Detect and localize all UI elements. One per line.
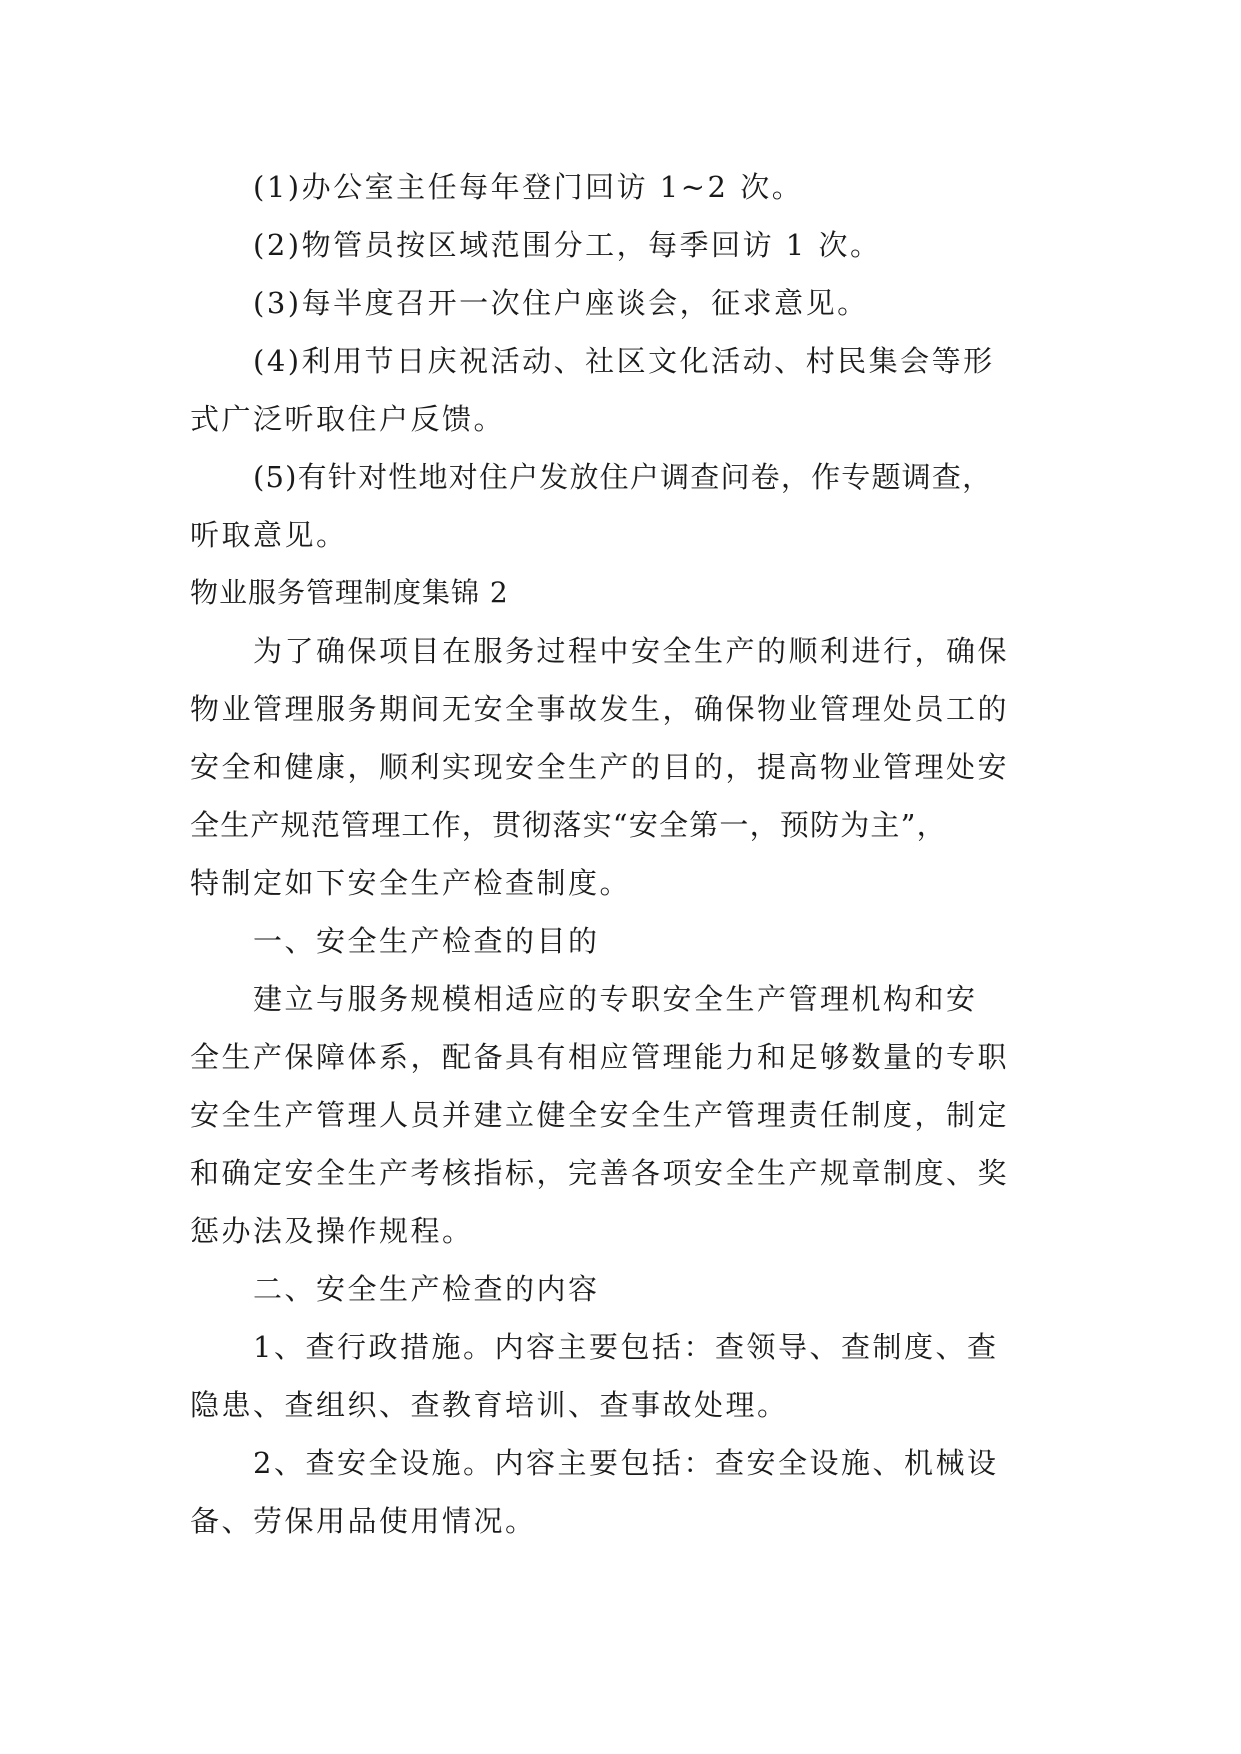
paragraph-line: (2)物管员按区域范围分工，每季回访 1 次。 — [253, 228, 882, 262]
paragraph-line: 惩办法及操作规程。 — [190, 1214, 474, 1248]
paragraph-line: (3)每半度召开一次住户座谈会，征求意见。 — [253, 286, 869, 320]
paragraph-line: (4)利用节日庆祝活动、社区文化活动、村民集会等形 — [253, 344, 995, 378]
paragraph-line: (5)有针对性地对住户发放住户调查问卷，作专题调查， — [253, 460, 993, 494]
paragraph-line: 隐患、查组织、查教育培训、查事故处理。 — [190, 1388, 789, 1422]
paragraph-line: 全生产保障体系，配备具有相应管理能力和足够数量的专职 — [190, 1040, 1010, 1074]
paragraph-line: (1)办公室主任每年登门回访 1~2 次。 — [253, 170, 804, 204]
paragraph-line: 1、查行政措施。内容主要包括：查领导、查制度、查 — [253, 1330, 999, 1364]
paragraph-line: 安全和健康，顺利实现安全生产的目的，提高物业管理处安 — [190, 750, 1010, 784]
paragraph-line: 为了确保项目在服务过程中安全生产的顺利进行，确保 — [253, 634, 1010, 668]
paragraph-line: 特制定如下安全生产检查制度。 — [190, 866, 632, 900]
paragraph-line: 和确定安全生产考核指标，完善各项安全生产规章制度、奖 — [190, 1156, 1010, 1190]
document-body — [190, 158, 1050, 1550]
subheading: 二、安全生产检查的内容 — [253, 1272, 600, 1306]
paragraph-line: 全生产规范管理工作，贯彻落实“安全第一，预防为主”， — [190, 808, 947, 842]
paragraph-line: 备、劳保用品使用情况。 — [190, 1504, 537, 1538]
paragraph-line: 式广泛听取住户反馈。 — [190, 402, 506, 436]
paragraph-line: 2、查安全设施。内容主要包括：查安全设施、机械设 — [253, 1446, 999, 1480]
paragraph-line: 建立与服务规模相适应的专职安全生产管理机构和安 — [253, 982, 978, 1016]
paragraph-line: 物业管理服务期间无安全事故发生，确保物业管理处员工的 — [190, 692, 1010, 726]
subheading: 一、安全生产检查的目的 — [253, 924, 600, 958]
section-title: 物业服务管理制度集锦 2 — [190, 576, 509, 609]
paragraph-line: 听取意见。 — [190, 518, 348, 552]
paragraph-line: 安全生产管理人员并建立健全安全生产管理责任制度，制定 — [190, 1098, 1010, 1132]
